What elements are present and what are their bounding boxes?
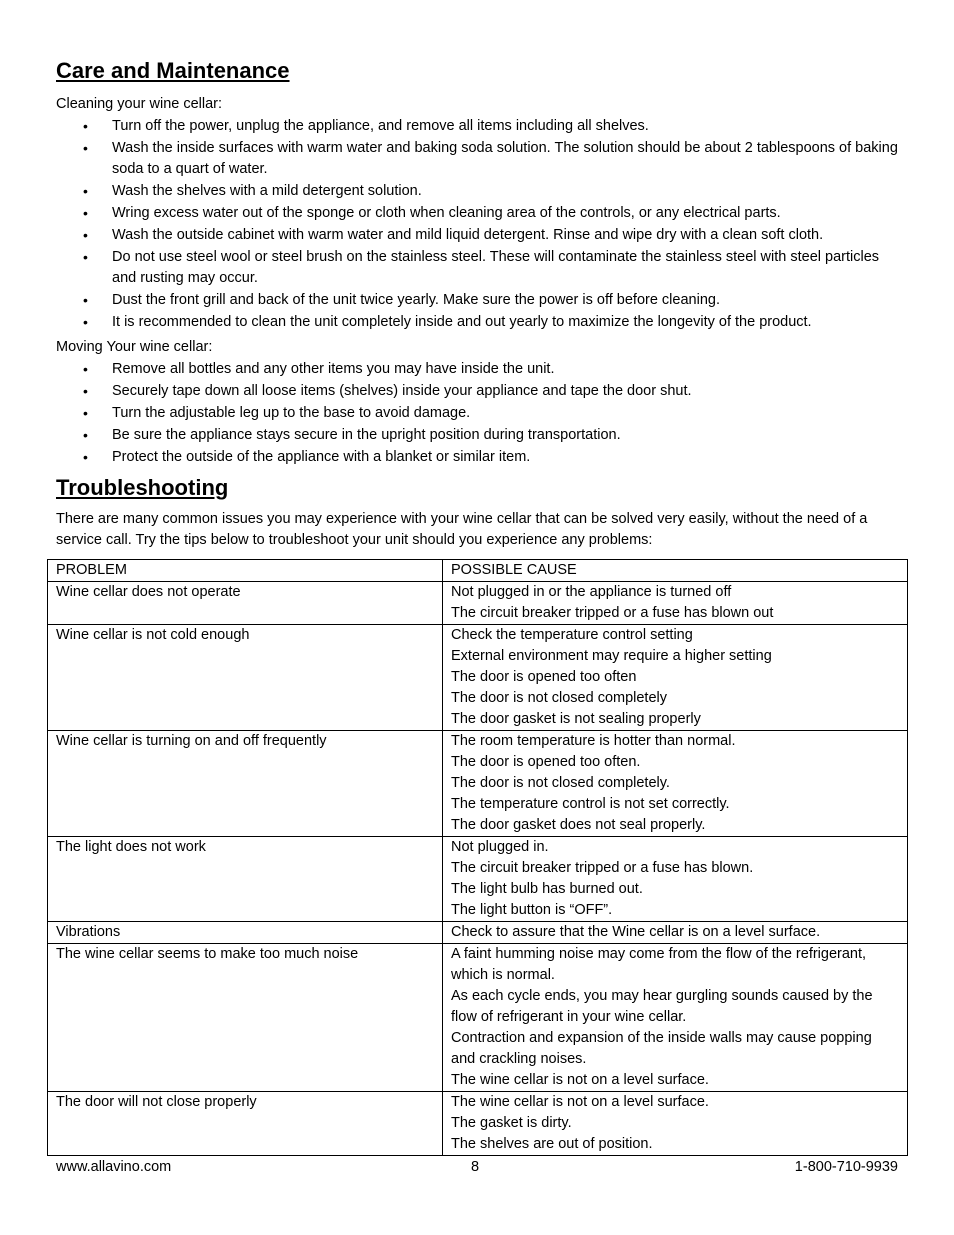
problem-cell: The light does not work <box>48 837 443 922</box>
cause-line: The door is not closed completely. <box>451 775 670 791</box>
troubleshooting-heading: Troubleshooting <box>56 475 229 500</box>
list-item <box>56 425 906 446</box>
list-item-text: Turn the adjustable leg up to the base to avoid damage. <box>112 405 471 421</box>
cause-cell <box>443 625 908 731</box>
troubleshooting-intro: There are many common issues you may experience with your wine cellar that can be solved very easily, without the need of a service call. Try the tips below to troubleshoot your unit should you experience any problems: <box>56 511 868 548</box>
cause-line: The door is not closed completely <box>451 690 667 706</box>
cause-line: The circuit breaker tripped or a fuse has blown out <box>451 605 774 621</box>
list-item-text: It is recommended to clean the unit completely inside and out yearly to maximize the longevity of the product. <box>112 314 812 330</box>
list-item <box>56 290 906 311</box>
bullet-icon: • <box>83 205 88 221</box>
list-item-text: Remove all bottles and any other items you may have inside the unit. <box>112 361 555 377</box>
cause-line: The wine cellar is not on a level surface. <box>451 1072 709 1088</box>
table-row <box>48 582 908 625</box>
cleaning-list <box>56 116 906 334</box>
cause-line: External environment may require a higher setting <box>451 648 772 664</box>
list-item-text: Wring excess water out of the sponge or cloth when cleaning area of the controls, or any electrical parts. <box>112 205 781 221</box>
list-item <box>56 381 906 402</box>
cause-cell <box>443 731 908 837</box>
problem-cell: Vibrations <box>48 922 443 944</box>
list-item <box>56 447 906 468</box>
footer-page-number: 8 <box>471 1159 480 1175</box>
bullet-icon: • <box>83 292 88 308</box>
table-header-row <box>48 560 908 582</box>
problem-cell: Wine cellar does not operate <box>48 582 443 625</box>
bullet-icon: • <box>83 140 88 156</box>
problem-header: PROBLEM <box>48 560 443 582</box>
table-row <box>48 944 908 1092</box>
list-item-text: Protect the outside of the appliance with a blanket or similar item. <box>112 449 531 465</box>
list-item <box>56 312 906 333</box>
footer-phone: 1-800-710-9939 <box>794 1159 898 1175</box>
list-item <box>56 203 906 224</box>
cause-line: The room temperature is hotter than normal. <box>451 733 736 749</box>
cause-line: Contraction and expansion of the inside walls may cause popping and crackling noises. <box>451 1030 872 1067</box>
bullet-icon: • <box>83 227 88 243</box>
cause-line: The door is opened too often <box>451 669 637 685</box>
cause-line: The door is opened too often. <box>451 754 641 770</box>
bullet-icon: • <box>83 183 88 199</box>
troubleshooting-table <box>47 559 908 1156</box>
bullet-icon: • <box>83 249 88 265</box>
list-item <box>56 138 906 180</box>
problem-cell: The wine cellar seems to make too much noise <box>48 944 443 1092</box>
cause-line: The light button is “OFF”. <box>451 902 613 918</box>
table-row <box>48 922 908 944</box>
bullet-icon: • <box>83 405 88 421</box>
cause-line: The wine cellar is not on a level surface. <box>451 1094 709 1110</box>
cause-line: The temperature control is not set correctly. <box>451 796 730 812</box>
list-item-text: Dust the front grill and back of the unit twice yearly. Make sure the power is off before cleaning. <box>112 292 720 308</box>
list-item-text: Wash the inside surfaces with warm water and baking soda solution. The solution should be about 2 tablespoons of baking soda to a quart of water. <box>112 140 898 177</box>
cause-line: The circuit breaker tripped or a fuse has blown. <box>451 860 754 876</box>
list-item <box>56 403 906 424</box>
cause-cell <box>443 837 908 922</box>
table-row <box>48 625 908 731</box>
table-row <box>48 837 908 922</box>
cause-line: Not plugged in or the appliance is turned off <box>451 584 732 600</box>
cause-line: The door gasket is not sealing properly <box>451 711 701 727</box>
problem-cell: The door will not close properly <box>48 1092 443 1156</box>
table-row <box>48 1092 908 1156</box>
bullet-icon: • <box>83 449 88 465</box>
list-item-text: Be sure the appliance stays secure in the upright position during transportation. <box>112 427 621 443</box>
footer-website: www.allavino.com <box>56 1159 172 1175</box>
page-footer <box>56 1157 898 1178</box>
list-item <box>56 116 906 137</box>
list-item-text: Do not use steel wool or steel brush on the stainless steel. These will contaminate the stainless steel with steel particles and rusting may occur. <box>112 249 880 286</box>
bullet-icon: • <box>83 383 88 399</box>
cause-line: Check the temperature control setting <box>451 627 693 643</box>
list-item <box>56 359 906 380</box>
bullet-icon: • <box>83 361 88 377</box>
cause-line: The shelves are out of position. <box>451 1136 653 1152</box>
cause-line: Not plugged in. <box>451 839 549 855</box>
problem-cell: Wine cellar is turning on and off frequently <box>48 731 443 837</box>
cause-line: The gasket is dirty. <box>451 1115 572 1131</box>
cause-line: Check to assure that the Wine cellar is on a level surface. <box>451 924 821 940</box>
list-item-text: Wash the shelves with a mild detergent solution. <box>112 183 422 199</box>
possible-cause-header: POSSIBLE CAUSE <box>443 560 908 582</box>
problem-cell: Wine cellar is not cold enough <box>48 625 443 731</box>
cause-line: As each cycle ends, you may hear gurgling sounds caused by the flow of refrigerant in your wine cellar. <box>451 988 873 1025</box>
list-item <box>56 247 906 289</box>
care-maintenance-heading: Care and Maintenance <box>56 58 290 83</box>
moving-list <box>56 359 906 469</box>
cause-cell <box>443 582 908 625</box>
cause-line: A faint humming noise may come from the flow of the refrigerant, which is normal. <box>451 946 867 983</box>
bullet-icon: • <box>83 314 88 330</box>
cause-cell <box>443 944 908 1092</box>
cleaning-caption: Cleaning your wine cellar: <box>56 96 223 112</box>
list-item <box>56 181 906 202</box>
moving-caption: Moving Your wine cellar: <box>56 339 213 355</box>
list-item-text: Wash the outside cabinet with warm water and mild liquid detergent. Rinse and wipe dry with a clean soft cloth. <box>112 227 824 243</box>
cause-cell <box>443 1092 908 1156</box>
list-item <box>56 225 906 246</box>
list-item-text: Turn off the power, unplug the appliance, and remove all items including all shelves. <box>112 118 649 134</box>
bullet-icon: • <box>83 427 88 443</box>
bullet-icon: • <box>83 118 88 134</box>
cause-line: The light bulb has burned out. <box>451 881 643 897</box>
cause-line: The door gasket does not seal properly. <box>451 817 706 833</box>
cause-cell <box>443 922 908 944</box>
table-row <box>48 731 908 837</box>
list-item-text: Securely tape down all loose items (shelves) inside your appliance and tape the door shut. <box>112 383 692 399</box>
